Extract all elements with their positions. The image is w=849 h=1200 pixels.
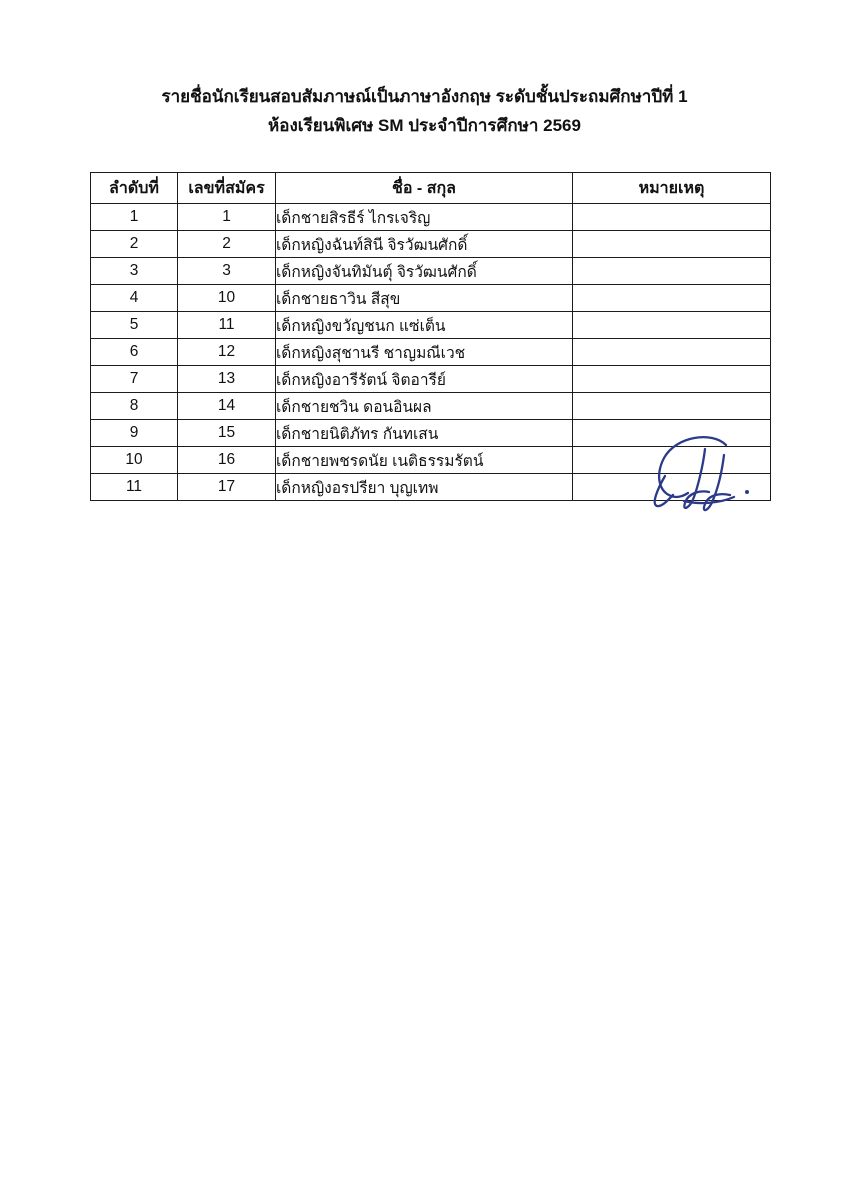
cell-remark — [573, 339, 771, 366]
student-table — [90, 172, 771, 501]
table-row — [91, 474, 771, 501]
cell-name: เด็กหญิงอรปรียา บุญเทพ — [276, 474, 573, 501]
table-row — [91, 231, 771, 258]
cell-name: เด็กหญิงอารีรัตน์ จิตอารีย์ — [276, 366, 573, 393]
cell-app-no: 3 — [178, 258, 276, 285]
table-row — [91, 285, 771, 312]
cell-name: เด็กชายชวิน ดอนอินผล — [276, 393, 573, 420]
header-order-number: ลำดับที่ — [91, 173, 178, 204]
cell-remark — [573, 393, 771, 420]
table-row — [91, 339, 771, 366]
cell-app-no: 15 — [178, 420, 276, 447]
table-row — [91, 420, 771, 447]
cell-app-no: 2 — [178, 231, 276, 258]
student-table-header — [91, 173, 771, 204]
table-row — [91, 447, 771, 474]
header-application-number: เลขที่สมัคร — [178, 173, 276, 204]
header-row — [91, 173, 771, 204]
header-full-name: ชื่อ - สกุล — [276, 173, 573, 204]
table-row — [91, 312, 771, 339]
cell-name: เด็กชายนิติภัทร กันทเสน — [276, 420, 573, 447]
cell-name: เด็กชายสิรธีร์ ไกรเจริญ — [276, 204, 573, 231]
cell-no: 3 — [91, 258, 178, 285]
table-row — [91, 258, 771, 285]
cell-name: เด็กหญิงจันทิมันตุ์ จิรวัฒนศักดิ์ — [276, 258, 573, 285]
cell-remark — [573, 258, 771, 285]
header-remarks: หมายเหตุ — [573, 173, 771, 204]
table-row — [91, 393, 771, 420]
cell-no: 4 — [91, 285, 178, 312]
cell-no: 1 — [91, 204, 178, 231]
cell-app-no: 13 — [178, 366, 276, 393]
cell-remark — [573, 312, 771, 339]
cell-remark — [573, 231, 771, 258]
cell-no: 7 — [91, 366, 178, 393]
cell-app-no: 10 — [178, 285, 276, 312]
cell-remark — [573, 474, 771, 501]
cell-no: 6 — [91, 339, 178, 366]
cell-app-no: 11 — [178, 312, 276, 339]
cell-name: เด็กหญิงสุชานรี ชาญมณีเวช — [276, 339, 573, 366]
cell-name: เด็กชายธาวิน สีสุข — [276, 285, 573, 312]
cell-app-no: 16 — [178, 447, 276, 474]
cell-remark — [573, 447, 771, 474]
cell-app-no: 12 — [178, 339, 276, 366]
cell-app-no: 1 — [178, 204, 276, 231]
document-title — [0, 82, 849, 140]
student-table-body — [91, 204, 771, 501]
cell-no: 9 — [91, 420, 178, 447]
cell-name: เด็กชายพชรดนัย เนติธรรมรัตน์ — [276, 447, 573, 474]
cell-name: เด็กหญิงฉันท์สินี จิรวัฒนศักดิ์ — [276, 231, 573, 258]
cell-remark — [573, 285, 771, 312]
cell-no: 2 — [91, 231, 178, 258]
cell-remark — [573, 204, 771, 231]
table-row — [91, 366, 771, 393]
cell-no: 5 — [91, 312, 178, 339]
title-line-1: รายชื่อนักเรียนสอบสัมภาษณ์เป็นภาษาอังกฤษ ระดับชั้นประถมศึกษาปีที่ 1 — [161, 87, 688, 106]
cell-remark — [573, 366, 771, 393]
cell-app-no: 17 — [178, 474, 276, 501]
cell-no: 8 — [91, 393, 178, 420]
cell-remark — [573, 420, 771, 447]
cell-no: 10 — [91, 447, 178, 474]
table-row — [91, 204, 771, 231]
cell-no: 11 — [91, 474, 178, 501]
cell-name: เด็กหญิงขวัญชนก แซ่เต็น — [276, 312, 573, 339]
title-line-2: ห้องเรียนพิเศษ SM ประจำปีการศึกษา 2569 — [268, 116, 581, 135]
cell-app-no: 14 — [178, 393, 276, 420]
